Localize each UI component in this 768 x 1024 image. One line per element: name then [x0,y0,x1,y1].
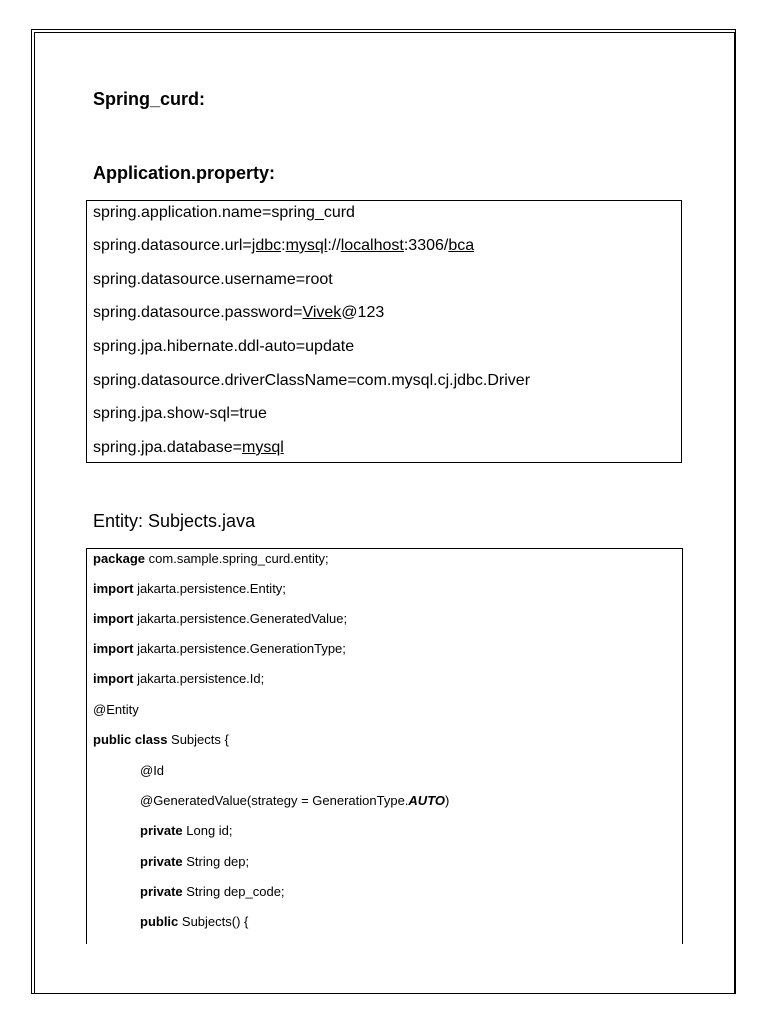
keyword-private: private [140,884,183,899]
code-line-package [93,550,329,568]
generated-prefix: @GeneratedValue(strategy = GenerationType. [140,793,409,808]
database-value: mysql [242,439,284,456]
code-line-entity-annotation: @Entity [93,702,139,717]
password-prefix: spring.datasource.password= [93,304,303,321]
url-prefix: spring.datasource.url= [93,237,252,254]
generated-suffix: ) [445,793,450,808]
field-dep-code: String dep_code; [182,884,285,899]
password-user: Vivek [302,304,342,321]
generated-auto: AUTO [408,793,446,808]
code-line-field-dep [140,853,249,871]
prop-line-driver: spring.datasource.driverClassName=com.mysql.cj.jdbc.Driver [93,372,531,389]
prop-line-username: spring.datasource.username=root [93,271,333,288]
keyword-private: private [140,823,183,838]
url-db: bca [448,237,475,254]
url-colon: : [281,237,286,254]
code-box [86,548,683,944]
keyword-public: public [140,914,179,929]
field-id: Long id; [182,823,233,838]
code-line-id-annotation: @Id [140,763,165,778]
code-line-import-entity [93,580,286,598]
database-prefix: spring.jpa.database= [93,439,242,456]
keyword-import: import [93,581,134,596]
properties-heading: Application.property: [93,163,276,183]
prop-line-database [93,438,284,458]
prop-line-password [93,303,384,323]
code-line-generated-value [140,792,449,810]
keyword-package: package [93,551,146,566]
import-path: jakarta.persistence.GeneratedValue; [133,611,348,626]
entity-heading: Entity: Subjects.java [93,511,256,531]
url-mysql: mysql [285,237,328,254]
prop-line-url [93,236,474,256]
code-line-field-id [140,822,233,840]
url-sep: :// [327,237,341,254]
password-suffix: @123 [341,304,385,321]
keyword-public-class: public class [93,732,168,747]
field-dep: String dep; [182,854,250,869]
import-path: jakarta.persistence.Id; [133,671,265,686]
document-title: Spring_curd: [93,89,206,109]
prop-line-ddl-auto: spring.jpa.hibernate.ddl-auto=update [93,338,355,355]
keyword-private: private [140,854,183,869]
url-port: :3306/ [403,237,449,254]
code-line-field-dep-code [140,883,285,901]
properties-box [86,200,682,463]
code-line-import-generation-type [93,640,346,658]
code-line-import-id [93,670,264,688]
keyword-import: import [93,641,134,656]
package-name: com.sample.spring_curd.entity; [145,551,329,566]
class-name: Subjects { [167,732,229,747]
keyword-import: import [93,671,134,686]
url-jdbc: jdbc [251,237,282,254]
prop-line-show-sql: spring.jpa.show-sql=true [93,405,267,422]
import-path: jakarta.persistence.Entity; [133,581,286,596]
code-line-constructor [140,913,248,931]
import-path: jakarta.persistence.GenerationType; [133,641,346,656]
url-host: localhost [340,237,404,254]
constructor-signature: Subjects() { [178,914,249,929]
code-line-class-declaration [93,731,229,749]
keyword-import: import [93,611,134,626]
prop-line-app-name: spring.application.name=spring_curd [93,204,355,221]
code-line-import-generated-value [93,610,347,628]
